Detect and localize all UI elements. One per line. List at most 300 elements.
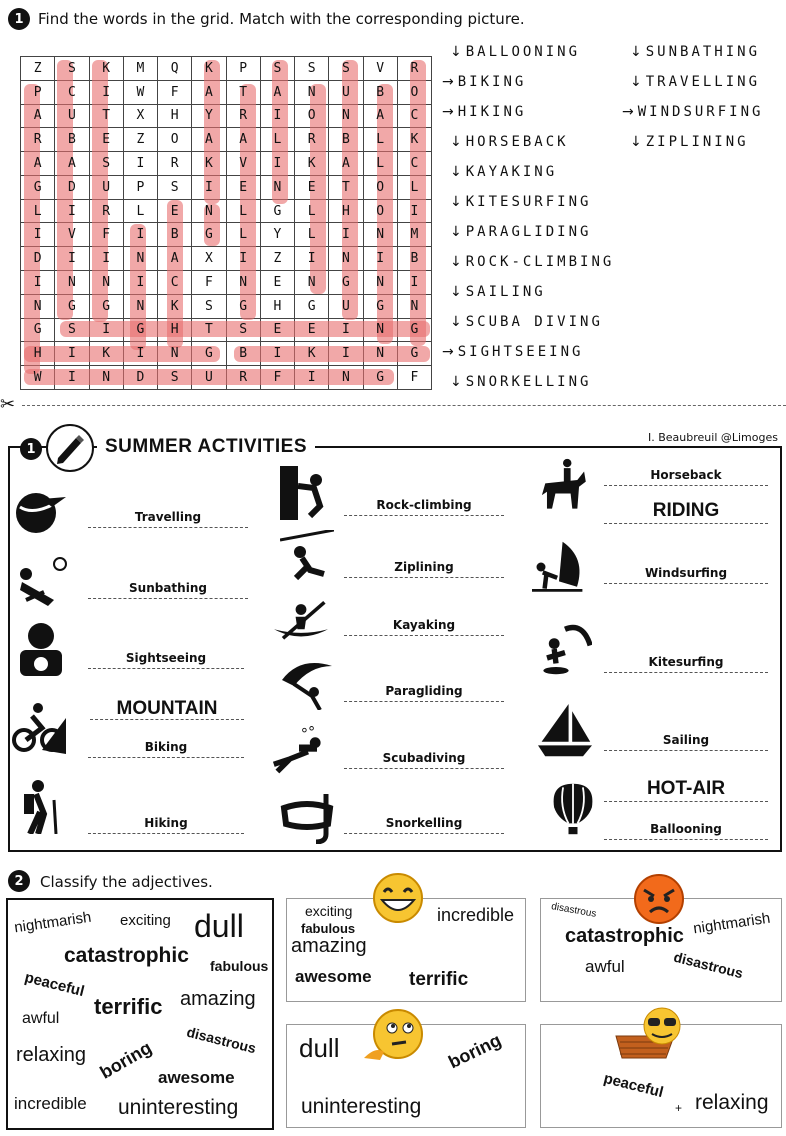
cut-line (22, 405, 786, 406)
grid-cell: L (363, 128, 397, 152)
adj-dull: dull (194, 908, 244, 944)
grid-cell: S (226, 318, 260, 342)
adjectives-source-box (6, 898, 274, 1130)
label-paragliding: Paragliding (344, 684, 504, 702)
adj-relaxing: relaxing (16, 1044, 87, 1066)
grid-cell: A (21, 104, 55, 128)
grid-cell: E (89, 128, 123, 152)
section-2-instruction: Classify the adjectives. (40, 873, 213, 891)
grid-cell: A (329, 152, 363, 176)
grid-cell: E (158, 199, 192, 223)
word-list-word: ROCK-CLIMBING (465, 254, 615, 270)
adj-exciting: exciting (305, 903, 353, 919)
word-list-item (450, 164, 557, 180)
grid-cell: E (260, 271, 294, 295)
grid-cell: N (89, 271, 123, 295)
grid-cell: A (192, 128, 226, 152)
grid-cell: F (397, 366, 431, 390)
grid-cell: N (329, 247, 363, 271)
adj-amazing: amazing (180, 988, 256, 1010)
grid-cell: Y (260, 223, 294, 247)
grid-cell: L (260, 128, 294, 152)
grid-cell: G (89, 294, 123, 318)
grid-cell: U (329, 80, 363, 104)
grid-cell: R (226, 366, 260, 390)
adj-terrific: terrific (94, 994, 163, 1019)
word-list-item (442, 104, 526, 120)
label-kayaking: Kayaking (344, 618, 504, 636)
grid-cell: Z (21, 57, 55, 81)
arrow-down-icon: ↓ (630, 74, 642, 90)
grid-cell: N (329, 104, 363, 128)
grid-cell: G (123, 318, 157, 342)
word-list-word: WINDSURFING (637, 104, 764, 120)
adj-catastrophic: catastrophic (64, 944, 189, 967)
grid-cell: I (89, 80, 123, 104)
word-list-item (442, 74, 526, 90)
grid-cell: N (89, 366, 123, 390)
grinning-face-icon (372, 872, 424, 924)
grid-cell: V (363, 57, 397, 81)
grid-cell: K (295, 342, 329, 366)
word-list-word: KITESURFING (465, 194, 592, 210)
label-sunbathing: Sunbathing (88, 581, 248, 599)
grid-cell: I (329, 342, 363, 366)
grid-cell: I (55, 342, 89, 366)
grid-cell: B (329, 128, 363, 152)
label-scubadiving: Scubadiving (344, 751, 504, 769)
grid-cell: R (226, 104, 260, 128)
word-search-grid (20, 56, 432, 390)
grid-cell: G (295, 294, 329, 318)
word-list-word: HORSEBACK (465, 134, 569, 150)
grid-cell: Y (192, 104, 226, 128)
adj-amazing: amazing (291, 935, 367, 957)
grid-cell: E (260, 318, 294, 342)
label-travelling: Travelling (88, 510, 248, 528)
grid-cell: T (192, 318, 226, 342)
label-sailing: Sailing (604, 733, 768, 751)
grid-cell: S (158, 366, 192, 390)
label-biking: Biking (88, 740, 244, 758)
kitesurfing-icon (538, 622, 592, 676)
arrow-down-icon: ↓ (450, 374, 462, 390)
grid-cell: U (329, 294, 363, 318)
section-number-2: 2 (8, 870, 30, 892)
word-list-word: SUNBATHING (645, 44, 761, 60)
mountain-bike-icon (12, 700, 66, 754)
word-list-word: SAILING (465, 284, 546, 300)
grid-cell: I (295, 247, 329, 271)
windsurfing-icon (532, 540, 586, 594)
grid-cell: I (55, 199, 89, 223)
grid-cell: P (123, 175, 157, 199)
grid-cell: I (55, 247, 89, 271)
grid-cell: G (226, 294, 260, 318)
word-list-item (442, 344, 583, 360)
grid-cell: S (55, 57, 89, 81)
grid-cell: O (397, 80, 431, 104)
grid-cell: N (363, 271, 397, 295)
adj-terrific: terrific (409, 969, 469, 990)
grid-cell: H (260, 294, 294, 318)
sailboat-icon (538, 704, 592, 758)
grid-cell: M (123, 57, 157, 81)
grid-cell: O (295, 104, 329, 128)
adj-peaceful: peaceful (601, 1069, 666, 1102)
grid-cell: L (226, 199, 260, 223)
grid-cell: T (89, 104, 123, 128)
grid-cell: X (192, 247, 226, 271)
arrow-down-icon: ↓ (450, 284, 462, 300)
grid-cell: D (21, 247, 55, 271)
grid-cell: N (226, 271, 260, 295)
grid-cell: S (89, 152, 123, 176)
grid-cell: V (226, 152, 260, 176)
grid-cell: I (329, 318, 363, 342)
adj-relaxing: relaxing (695, 1091, 769, 1114)
word-list-item (630, 44, 760, 60)
grid-cell: I (260, 152, 294, 176)
grid-cell: I (397, 199, 431, 223)
grid-cell: A (260, 80, 294, 104)
grid-cell: N (295, 271, 329, 295)
grid-cell: K (192, 152, 226, 176)
label-hiking: Hiking (88, 816, 244, 834)
grid-cell: K (295, 152, 329, 176)
grid-cell: N (295, 80, 329, 104)
grid-cell: I (295, 366, 329, 390)
label-horseback: Horseback (604, 468, 768, 486)
globe-plane-icon (12, 485, 66, 539)
adj-exciting: exciting (120, 912, 171, 929)
adj-fabulous: fabulous (301, 921, 356, 936)
grid-cell: N (397, 294, 431, 318)
arrow-down-icon: ↓ (630, 134, 642, 150)
relaxing-face-sunbed-icon (614, 1006, 694, 1062)
grid-cell: G (21, 175, 55, 199)
grid-cell: W (123, 80, 157, 104)
grid-cell: I (123, 271, 157, 295)
word-list-item (450, 254, 614, 270)
adj-fabulous: fabulous (210, 958, 269, 974)
adj-boring: boring (445, 1029, 505, 1073)
kayaking-icon (274, 596, 328, 650)
adj-nightmarish: nightmarish (692, 909, 772, 938)
adj-catastrophic: catastrophic (565, 925, 684, 947)
grid-cell: F (260, 366, 294, 390)
grid-cell: A (21, 152, 55, 176)
scissors-icon: ✂ (0, 394, 16, 415)
grid-cell: H (158, 104, 192, 128)
grid-cell: E (295, 175, 329, 199)
grid-cell: V (55, 223, 89, 247)
arrow-down-icon: ↓ (630, 44, 642, 60)
arrow-right-icon: → (442, 104, 454, 120)
angry-face-icon (632, 872, 686, 926)
word-list-item (450, 134, 569, 150)
word-list-item (450, 314, 603, 330)
grid-cell: B (158, 223, 192, 247)
grid-cell: N (158, 342, 192, 366)
grid-cell: P (21, 80, 55, 104)
grid-cell: P (226, 57, 260, 81)
label-ziplining: Ziplining (344, 560, 504, 578)
word-list-word: PARAGLIDING (465, 224, 592, 240)
grid-cell: S (55, 318, 89, 342)
grid-cell: G (363, 294, 397, 318)
grid-cell: D (55, 175, 89, 199)
grid-cell: C (397, 152, 431, 176)
grid-cell: B (55, 128, 89, 152)
grid-cell: L (123, 199, 157, 223)
grid-cell: A (192, 80, 226, 104)
grid-cell: G (363, 366, 397, 390)
grid-cell: B (363, 80, 397, 104)
grid-cell: G (21, 318, 55, 342)
adj-dull: dull (299, 1033, 340, 1063)
label-sightseeing: Sightseeing (88, 651, 244, 669)
grid-cell: I (55, 366, 89, 390)
adj-uninteresting: uninteresting (118, 1096, 239, 1119)
grid-cell: O (158, 128, 192, 152)
adj-awful: awful (22, 1010, 60, 1027)
word-list-word: KAYAKING (465, 164, 558, 180)
grid-cell: N (329, 366, 363, 390)
word-list-item (450, 194, 591, 210)
grid-cell: O (363, 199, 397, 223)
grid-cell: L (363, 152, 397, 176)
grid-cell: N (363, 318, 397, 342)
plus-sign: + (675, 1101, 683, 1115)
grid-cell: H (158, 318, 192, 342)
credit: I. Beaubreuil @Limoges (648, 431, 778, 444)
word-list-item (630, 134, 749, 150)
paragliding-icon (280, 656, 334, 710)
label-mountain: MOUNTAIN (90, 698, 244, 720)
grid-cell: K (192, 57, 226, 81)
word-list-item (450, 44, 580, 60)
label-snorkelling: Snorkelling (344, 816, 504, 834)
adj-peaceful: peaceful (22, 968, 87, 1001)
grid-cell: K (89, 342, 123, 366)
grid-cell: I (397, 271, 431, 295)
grid-cell: F (192, 271, 226, 295)
horse-riding-icon (536, 458, 590, 512)
grid-cell: T (226, 80, 260, 104)
grid-cell: A (363, 104, 397, 128)
grid-cell: R (158, 152, 192, 176)
grid-cell: W (21, 366, 55, 390)
adj-disastrous: disastrous (550, 901, 598, 920)
word-list-item (622, 104, 763, 120)
arrow-right-icon: → (442, 344, 454, 360)
word-list-word: SNORKELLING (465, 374, 592, 390)
grid-cell: I (21, 223, 55, 247)
word-list-word: BALLOONING (465, 44, 581, 60)
grid-cell: U (192, 366, 226, 390)
adj-incredible: incredible (14, 1094, 87, 1113)
word-list-word: TRAVELLING (645, 74, 761, 90)
grid-cell: N (363, 342, 397, 366)
grid-cell: C (158, 271, 192, 295)
grid-cell: A (158, 247, 192, 271)
arrow-down-icon: ↓ (450, 134, 462, 150)
grid-cell: C (397, 104, 431, 128)
adj-awesome: awesome (158, 1068, 235, 1087)
word-list-item (630, 74, 760, 90)
grid-cell: U (89, 175, 123, 199)
sightseeing-icon (14, 622, 68, 676)
label-hot-air: HOT-AIR (604, 778, 768, 802)
grid-cell: A (226, 128, 260, 152)
word-list-item (450, 224, 591, 240)
grid-cell: N (260, 175, 294, 199)
adj-awesome: awesome (295, 967, 372, 986)
adj-disastrous: disastrous (185, 1023, 258, 1057)
adj-nightmarish: nightmarish (13, 908, 93, 937)
grid-cell: R (295, 128, 329, 152)
grid-cell: Z (260, 247, 294, 271)
grid-cell: D (123, 366, 157, 390)
label-windsurfing: Windsurfing (604, 566, 768, 584)
arrow-right-icon: → (622, 104, 634, 120)
arrow-down-icon: ↓ (450, 194, 462, 210)
grid-cell: A (55, 152, 89, 176)
activities-number: 1 (20, 438, 42, 460)
grid-cell: N (21, 294, 55, 318)
grid-cell: C (55, 80, 89, 104)
grid-cell: E (226, 175, 260, 199)
snorkel-mask-icon (280, 790, 334, 844)
grid-cell: U (55, 104, 89, 128)
grid-cell: I (260, 104, 294, 128)
adj-uninteresting: uninteresting (301, 1095, 422, 1118)
grid-cell: I (89, 318, 123, 342)
adj-boring: boring (96, 1037, 155, 1083)
thinking-face-icon (362, 1006, 432, 1064)
grid-cell: G (260, 199, 294, 223)
section-number-1: 1 (8, 8, 30, 30)
grid-cell: I (260, 342, 294, 366)
grid-cell: G (192, 342, 226, 366)
grid-cell: G (397, 318, 431, 342)
word-list-item (450, 374, 591, 390)
grid-cell: L (397, 175, 431, 199)
arrow-down-icon: ↓ (450, 314, 462, 330)
grid-cell: Z (123, 128, 157, 152)
grid-cell: O (363, 175, 397, 199)
grid-cell: E (295, 318, 329, 342)
grid-cell: L (295, 223, 329, 247)
word-list-word: SIGHTSEEING (457, 344, 584, 360)
grid-cell: X (123, 104, 157, 128)
grid-cell: L (21, 199, 55, 223)
grid-cell: G (55, 294, 89, 318)
grid-cell: B (226, 342, 260, 366)
grid-cell: B (397, 247, 431, 271)
label-ballooning: Ballooning (604, 822, 768, 840)
arrow-down-icon: ↓ (450, 164, 462, 180)
word-list-word: SCUBA DIVING (465, 314, 603, 330)
grid-cell: N (55, 271, 89, 295)
word-list-item (450, 284, 546, 300)
sunbathing-icon (14, 556, 68, 610)
grid-cell: I (363, 247, 397, 271)
label-kitesurfing: Kitesurfing (604, 655, 768, 673)
letter-table (20, 56, 432, 390)
grid-cell: L (226, 223, 260, 247)
grid-cell: H (21, 342, 55, 366)
pencil-icon (46, 424, 94, 472)
grid-cell: I (21, 271, 55, 295)
grid-cell: S (192, 294, 226, 318)
word-list-word: HIKING (457, 104, 527, 120)
word-list-word: ZIPLINING (645, 134, 749, 150)
label-riding: RIDING (604, 500, 768, 524)
grid-cell: K (397, 128, 431, 152)
adj-incredible: incredible (437, 905, 515, 925)
grid-cell: I (329, 223, 363, 247)
grid-cell: T (329, 175, 363, 199)
grid-cell: K (158, 294, 192, 318)
grid-cell: I (123, 152, 157, 176)
arrow-down-icon: ↓ (450, 224, 462, 240)
section-1-instruction: Find the words in the grid. Match with the corresponding picture. (38, 10, 525, 28)
grid-cell: N (192, 199, 226, 223)
arrow-down-icon: ↓ (450, 44, 462, 60)
word-list-word: BIKING (457, 74, 527, 90)
grid-cell: G (397, 342, 431, 366)
grid-cell: N (123, 247, 157, 271)
grid-cell: S (329, 57, 363, 81)
grid-cell: K (89, 57, 123, 81)
grid-cell: I (89, 247, 123, 271)
grid-cell: N (123, 294, 157, 318)
grid-cell: I (123, 223, 157, 247)
arrow-right-icon: → (442, 74, 454, 90)
grid-cell: F (89, 223, 123, 247)
grid-cell: R (397, 57, 431, 81)
grid-cell: G (192, 223, 226, 247)
label-rock-climbing: Rock-climbing (344, 498, 504, 516)
rock-climbing-icon (280, 466, 334, 520)
grid-cell: M (397, 223, 431, 247)
grid-cell: H (329, 199, 363, 223)
grid-cell: R (21, 128, 55, 152)
grid-cell: L (295, 199, 329, 223)
hiking-icon (14, 780, 68, 834)
scuba-diving-icon (272, 722, 326, 776)
grid-cell: I (123, 342, 157, 366)
activities-title: SUMMER ACTIVITIES (97, 436, 315, 458)
grid-cell: I (192, 175, 226, 199)
adj-disastrous-2: disastrous (672, 948, 745, 982)
zipline-icon (280, 530, 334, 584)
adj-awful: awful (585, 957, 625, 976)
grid-cell: F (158, 80, 192, 104)
grid-cell: S (158, 175, 192, 199)
grid-cell: R (89, 199, 123, 223)
hot-air-balloon-icon (546, 782, 600, 836)
arrow-down-icon: ↓ (450, 254, 462, 270)
grid-cell: I (226, 247, 260, 271)
grid-cell: N (363, 223, 397, 247)
grid-cell: Q (158, 57, 192, 81)
grid-cell: S (260, 57, 294, 81)
grid-cell: S (295, 57, 329, 81)
grid-cell: G (329, 271, 363, 295)
